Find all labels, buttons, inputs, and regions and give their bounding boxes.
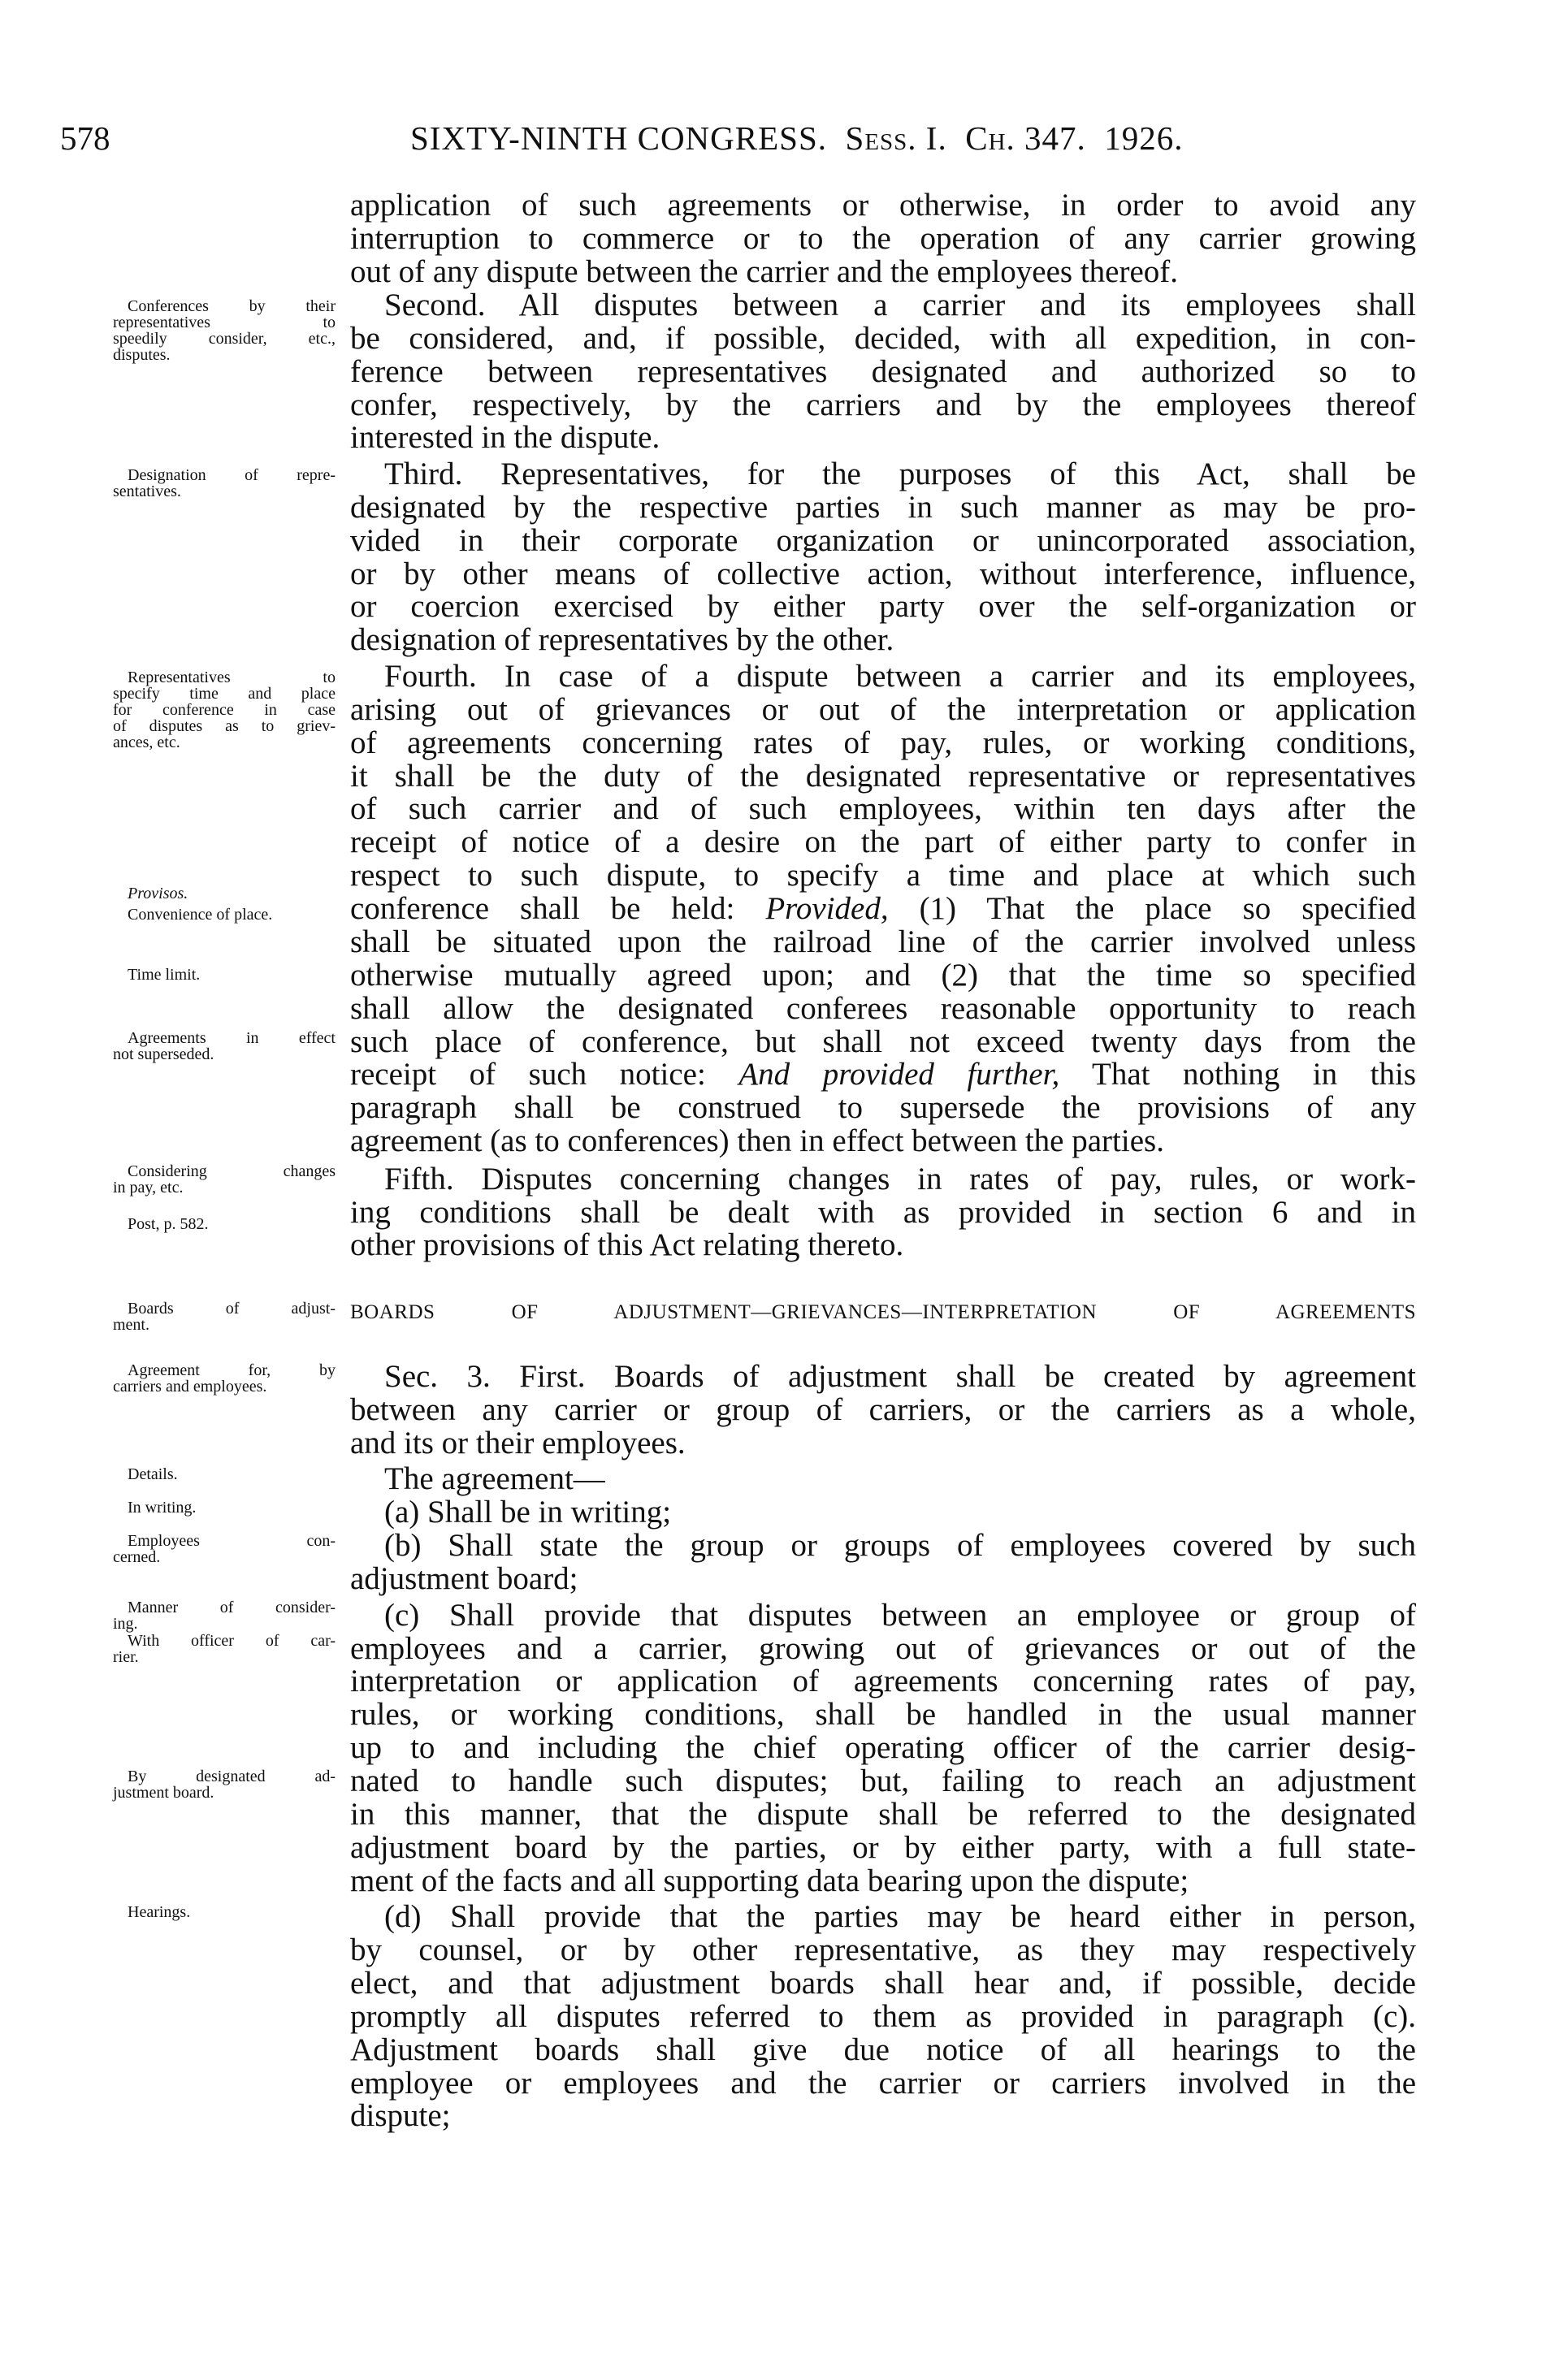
text-line: out of any dispute between the carrier and the employees thereof.	[350, 254, 1179, 289]
margin-note	[113, 1163, 336, 1196]
text-line: designation of representatives by the other.	[350, 622, 894, 657]
margin-note-line: rier.	[113, 1648, 139, 1666]
margin-note	[113, 1362, 336, 1395]
italic-text: Provided,	[765, 891, 889, 926]
margin-note-line: for conference in case	[113, 701, 336, 719]
margin-note-line: Designation of repre-	[128, 466, 336, 484]
margin-note	[113, 1599, 336, 1632]
text-line	[350, 892, 1416, 925]
page-number: 578	[60, 119, 110, 157]
text-span: conference shall be held:	[350, 891, 766, 926]
text-line: dispute;	[350, 2098, 451, 2133]
margin-note-line: disputes.	[113, 346, 171, 364]
italic-text: And provided further,	[738, 1057, 1060, 1092]
text-line: (b) Shall state the group or groups of employees covered by such	[384, 1528, 1416, 1563]
text-line: agreement (as to conferences) then in effect between the parties.	[350, 1123, 1164, 1158]
text-line: by counsel, or by other representative, as they may respectively	[350, 1932, 1416, 1967]
text-line: adjustment board by the parties, or by either party, with a full state-	[350, 1830, 1416, 1865]
text-line: shall allow the designated conferees reasonable opportunity to reach	[350, 991, 1416, 1026]
margin-note-line: ment.	[113, 1316, 149, 1334]
margin-note-line: justment board.	[113, 1784, 214, 1802]
text-line: Third. Representatives, for the purposes of this Act, shall be	[384, 457, 1416, 491]
margin-note-line: in pay, etc.	[113, 1179, 184, 1196]
text-line: Sec. 3. First. Boards of adjustment shall be created by agreement	[384, 1359, 1416, 1394]
margin-note	[113, 1216, 336, 1232]
text-line: up to and including the chief operating officer of the carrier desig-	[350, 1730, 1416, 1765]
text-line: interruption to commerce or to the operation of any carrier growing	[350, 221, 1416, 256]
margin-note	[113, 1300, 336, 1333]
text-line: (d) Shall provide that the parties may be heard either in person,	[384, 1899, 1416, 1934]
text-line: Adjustment boards shall give due notice of all hearings to the	[350, 2032, 1416, 2067]
text-line: otherwise mutually agreed upon; and (2) that the time so specified	[350, 958, 1416, 993]
text-line: elect, and that adjustment boards shall hear and, if possible, decide	[350, 1966, 1416, 2001]
text-line: shall be situated upon the railroad line of the carrier involved unless	[350, 924, 1416, 959]
session-label: Sess. I.	[845, 119, 947, 157]
text-line	[350, 1058, 1416, 1091]
text-line: between any carrier or group of carriers, or the carriers as a whole,	[350, 1392, 1416, 1427]
text-line: and its or their employees.	[350, 1426, 686, 1460]
margin-note-line: Conferences by their	[128, 297, 336, 315]
text-line: ing conditions shall be dealt with as provided in section 6 and in	[350, 1195, 1416, 1230]
margin-note	[113, 1533, 336, 1565]
margin-note-line: Boards of adjust-	[128, 1300, 336, 1318]
margin-note	[113, 1904, 336, 1920]
running-title	[410, 119, 1184, 158]
text-line: Fourth. In case of a dispute between a carrier and its employees,	[384, 659, 1416, 694]
margin-note	[113, 298, 336, 363]
margin-note	[113, 967, 336, 983]
text-line: application of such agreements or otherwise, in order to avoid any	[350, 188, 1416, 223]
text-line: rules, or working conditions, shall be handled in the usual manner	[350, 1697, 1416, 1732]
text-line: of such carrier and of such employees, within ten days after the	[350, 791, 1416, 826]
margin-note	[113, 1030, 336, 1062]
text-line: The agreement—	[384, 1461, 605, 1496]
margin-note-line: representatives to	[113, 314, 336, 331]
text-line: Fifth. Disputes concerning changes in rates of pay, rules, or work-	[384, 1162, 1416, 1196]
margin-note-line: sentatives.	[113, 482, 181, 500]
margin-note-line: not superseded.	[113, 1045, 214, 1063]
margin-note-line: Post, p. 582.	[128, 1215, 209, 1233]
text-line: in this manner, that the dispute shall be referred to the designated	[350, 1797, 1416, 1832]
margin-note-line: of disputes as to griev-	[113, 717, 336, 735]
margin-note-line: ances, etc.	[113, 733, 180, 751]
text-line: ment of the facts and all supporting data bearing upon the dispute;	[350, 1863, 1189, 1898]
margin-note	[113, 1768, 336, 1801]
text-line: Second. All disputes between a carrier and its employees shall	[384, 288, 1416, 322]
margin-note-line: Representatives to	[128, 669, 336, 686]
text-line: respect to such dispute, to specify a time and place at which such	[350, 858, 1416, 893]
margin-note-line: By designated ad-	[128, 1768, 336, 1785]
margin-note-line: specify time and place	[113, 685, 336, 703]
text-line: interested in the dispute.	[350, 420, 660, 455]
text-line: ference between representatives designated and authorized so to	[350, 354, 1416, 389]
text-line: designated by the respective parties in such manner as may be pro-	[350, 490, 1416, 525]
margin-note-line: Convenience of place.	[128, 906, 273, 924]
text-span: receipt of such notice:	[350, 1057, 739, 1092]
margin-note	[113, 1466, 336, 1482]
margin-note-line: Employees con-	[128, 1532, 336, 1550]
text-line: employees and a carrier, growing out of grievances or out of the	[350, 1631, 1416, 1666]
margin-note-line: carriers and employees.	[113, 1378, 267, 1396]
margin-note-line: Details.	[128, 1465, 178, 1483]
text-line: or coercion exercised by either party over the self-organization or	[350, 589, 1416, 624]
text-line: be considered, and, if possible, decided, with all expedition, in con-	[350, 321, 1416, 356]
text-line: promptly all disputes referred to them as provided in paragraph (c).	[350, 1999, 1416, 2034]
margin-note	[113, 885, 336, 902]
margin-note-line: Hearings.	[128, 1903, 191, 1921]
text-line: nated to handle such disputes; but, failing to reach an adjustment	[350, 1763, 1416, 1798]
text-line: receipt of notice of a desire on the part of either party to confer in	[350, 824, 1416, 859]
margin-note-line: In writing.	[128, 1499, 197, 1517]
chapter-label: Ch. 347.	[965, 119, 1086, 157]
margin-note	[113, 467, 336, 500]
margin-note	[113, 1633, 336, 1665]
text-line: arising out of grievances or out of the interpretation or application	[350, 692, 1416, 727]
margin-note-line: speedily consider, etc.,	[113, 330, 336, 348]
congress-title: SIXTY-NINTH CONGRESS.	[410, 119, 828, 157]
margin-note-line: Time limit.	[128, 966, 201, 984]
margin-note-line: Manner of consider-	[128, 1599, 336, 1616]
text-span: (1) That the place so specified	[888, 891, 1416, 926]
text-line: interpretation or application of agreements concerning rates of pay,	[350, 1664, 1416, 1698]
margin-note	[113, 907, 336, 923]
margin-note-line: Provisos.	[128, 885, 188, 902]
text-line: such place of conference, but shall not exceed twenty days from the	[350, 1024, 1416, 1059]
text-line: or by other means of collective action, without interference, influence,	[350, 556, 1416, 591]
margin-note	[113, 669, 336, 751]
text-line: of agreements concerning rates of pay, rules, or working conditions,	[350, 725, 1416, 760]
margin-note-line: Agreements in effect	[128, 1029, 336, 1047]
text-line: (a) Shall be in writing;	[384, 1495, 672, 1530]
text-line: vided in their corporate organization or unincorporated association,	[350, 523, 1416, 558]
text-span: That nothing in this	[1059, 1057, 1416, 1092]
text-line: employee or employees and the carrier or carriers involved in the	[350, 2066, 1416, 2101]
margin-note-line: ing.	[113, 1615, 138, 1633]
text-line: (c) Shall provide that disputes between an employee or group of	[384, 1598, 1416, 1633]
text-line: adjustment board;	[350, 1561, 578, 1596]
margin-note-line: With officer of car-	[128, 1632, 336, 1650]
text-line: confer, respectively, by the carriers and by the employees thereof	[350, 387, 1416, 422]
margin-note-line: cerned.	[113, 1548, 161, 1566]
year-label: 1926.	[1104, 119, 1184, 157]
margin-note	[113, 1499, 336, 1516]
section-heading: BOARDS OF ADJUSTMENT—GRIEVANCES—INTERPRETATION OF AGREEMENTS	[350, 1301, 1416, 1323]
margin-note-line: Agreement for, by	[128, 1361, 336, 1379]
margin-note-line: Considering changes	[128, 1162, 336, 1180]
text-line: paragraph shall be construed to supersede the provisions of any	[350, 1090, 1416, 1125]
text-line: other provisions of this Act relating thereto.	[350, 1227, 904, 1262]
text-line: it shall be the duty of the designated representative or representatives	[350, 759, 1416, 794]
